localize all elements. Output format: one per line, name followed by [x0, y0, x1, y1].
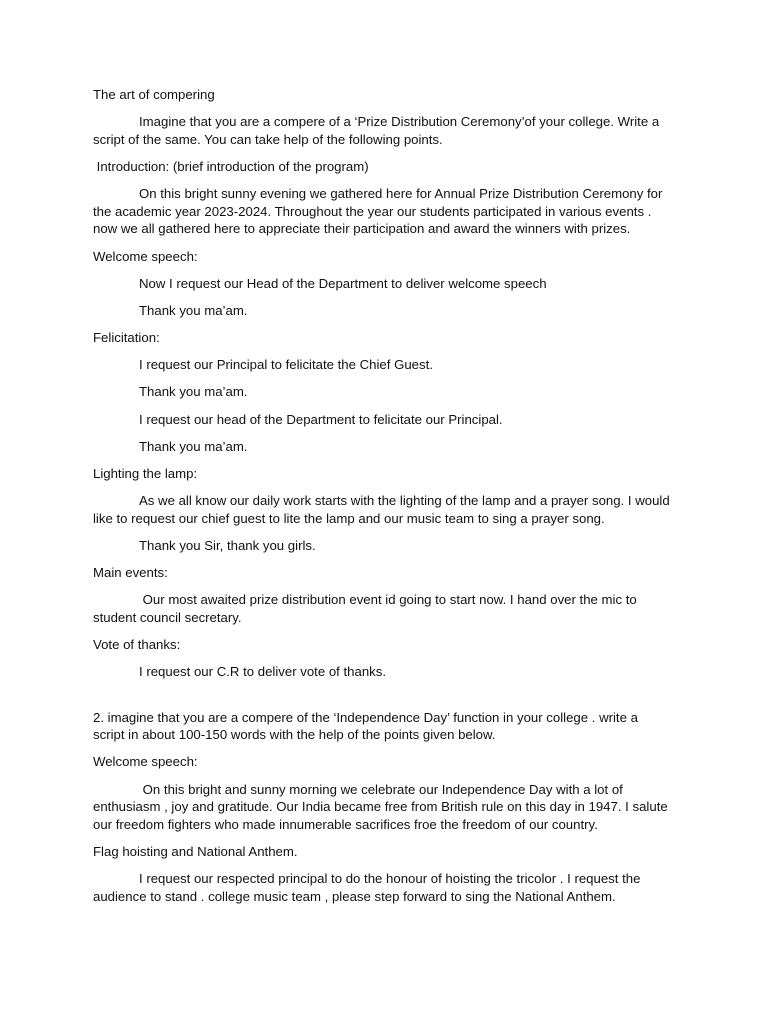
- introduction-text: On this bright sunny evening we gathered here for Annual Prize Distribution Ceremony for the academic year 2023-2024. Throughout the year our students participated in various events . now we all gathered here to appreciate their participation and award the winners with prizes.: [93, 186, 663, 237]
- flag-hoisting-heading: Flag hoisting and National Anthem.: [93, 843, 298, 859]
- section1-prompt: Imagine that you are a compere of a ‘Prize Distribution Ceremony’of your college. Write a script of the same. You can take help of the following points.: [93, 114, 660, 147]
- section-spacer: [93, 691, 673, 709]
- section2-welcome-heading: Welcome speech:: [93, 754, 198, 770]
- lighting-lamp-thanks: Thank you Sir, thank you girls.: [139, 538, 316, 553]
- vote-of-thanks-heading: Vote of thanks:: [93, 637, 181, 653]
- vote-of-thanks-text: I request our C.R to deliver vote of thanks.: [139, 664, 387, 680]
- felicitation-line-2: Thank you ma’am.: [139, 384, 248, 400]
- main-events-text: Our most awaited prize distribution event id going to start now. I hand over the mic to student council secretary.: [93, 592, 641, 625]
- felicitation-heading: Felicitation:: [93, 330, 160, 346]
- main-events-heading: Main events:: [93, 565, 168, 581]
- welcome-speech-line-1: Now I request our Head of the Department to deliver welcome speech: [139, 275, 547, 291]
- felicitation-line-4: Thank you ma’am.: [139, 438, 248, 454]
- lighting-lamp-text: As we all know our daily work starts with the lighting of the lamp and a prayer song. I would like to request our chief guest to lite the lamp and our music team to sing a prayer song.: [93, 493, 670, 526]
- section2-prompt: 2. imagine that you are a compere of the ‘Independence Day’ function in your college . write a script in about 100-150 words with the help of the points given below.: [93, 709, 638, 743]
- welcome-speech-heading: Welcome speech:: [93, 248, 198, 264]
- felicitation-line-3: I request our head of the Department to felicitate our Principal.: [139, 411, 503, 427]
- lighting-lamp-heading: Lighting the lamp:: [93, 466, 198, 482]
- flag-hoisting-text: I request our respected principal to do the honour of hoisting the tricolor . I request the audience to stand . college music team , please step forward to sing the National Anthem.: [93, 871, 641, 904]
- section2-welcome-text: On this bright and sunny morning we celebrate our Independence Day with a lot of enthusiasm , joy and gratitude. Our India became free from British rule on this day in 1947. I salute our freedom fighters who made innumerable sacrifices froe the freedom of our country.: [93, 781, 672, 832]
- document-title: The art of compering: [93, 87, 215, 102]
- introduction-heading: Introduction: (brief introduction of the program): [93, 158, 369, 174]
- welcome-speech-line-2: Thank you ma’am.: [139, 302, 248, 318]
- document-body: [93, 86, 673, 915]
- felicitation-line-1: I request our Principal to felicitate the Chief Guest.: [139, 357, 433, 373]
